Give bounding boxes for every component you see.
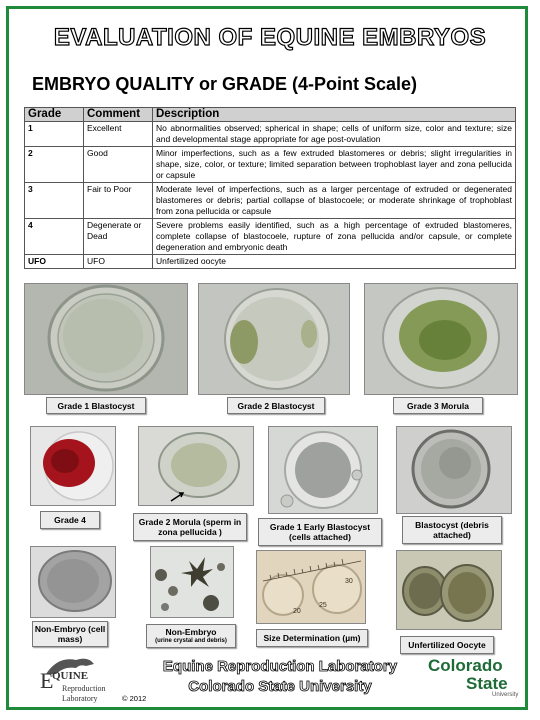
- description-cell: No abnormalities observed; spherical in shape; cells of uniform size, color and texture; size and developmental stage appropriate for age post-ovulation: [153, 122, 516, 147]
- grade-cell: UFO: [25, 255, 84, 269]
- comment-cell: Fair to Poor: [84, 183, 153, 219]
- table-header-row: [25, 108, 516, 122]
- equine-logo: [38, 654, 118, 704]
- csu-logo: [424, 656, 524, 700]
- ruler-label: 25: [319, 602, 327, 609]
- photo-grade1-blastocyst: [24, 283, 188, 395]
- embryo-image: [25, 284, 187, 394]
- embryo-image: [199, 284, 349, 394]
- caption-size-determination: Size Determination (µm): [256, 629, 368, 647]
- comment-cell: Good: [84, 147, 153, 183]
- caption-non-embryo-cell-mass: Non-Embryo (cell mass): [32, 621, 108, 647]
- caption-grade4: Grade 4: [40, 511, 100, 529]
- csu-logo-line3: University: [492, 692, 519, 698]
- equine-logo-sub1: Reproduction: [62, 684, 106, 693]
- photo-size-determination: [256, 550, 366, 624]
- caption-grade1-blastocyst: Grade 1 Blastocyst: [46, 397, 146, 414]
- photo-grade3-morula: [364, 283, 518, 395]
- caption-grade3-morula: Grade 3 Morula: [393, 397, 483, 414]
- page-title: EVALUATION OF EQUINE EMBRYOS: [53, 24, 487, 51]
- grade-cell: 4: [25, 219, 84, 255]
- caption-grade2-blastocyst: Grade 2 Blastocyst: [227, 397, 325, 414]
- photo-grade1-early-blastocyst: [268, 426, 378, 514]
- description-cell: Moderate level of imperfections, such as a larger percentage of extruded or degenerated blastomeres or debris; partial collapse of blastocoele; or moderate shrinkage of trophoblast from zona pellucida or capsule: [153, 183, 516, 219]
- equine-logo-letter: E: [40, 668, 54, 693]
- caption-unfertilized-oocyte: Unfertilized Oocyte: [400, 636, 494, 654]
- photo-blastocyst-debris: [396, 426, 512, 514]
- column-header-grade: Grade: [25, 108, 84, 122]
- caption-non-embryo-crystal: [146, 624, 236, 648]
- embryo-image: [31, 427, 115, 505]
- embryo-image: [151, 547, 233, 617]
- photo-unfertilized-oocyte: [396, 550, 502, 630]
- caption-blastocyst-debris: Blastocyst (debris attached): [402, 516, 502, 544]
- grade-cell: 1: [25, 122, 84, 147]
- ruler-label: 20: [293, 608, 301, 615]
- embryo-image: [257, 551, 365, 623]
- photo-grade4: [30, 426, 116, 506]
- table-row: [25, 147, 516, 183]
- comment-cell: UFO: [84, 255, 153, 269]
- embryo-image: [397, 427, 511, 513]
- photo-non-embryo-cell-mass: [30, 546, 116, 618]
- footer-lab-name: Equine Reproduction Laboratory: [162, 658, 398, 675]
- grade-table: [24, 107, 516, 269]
- description-cell: Severe problems easily identified, such as a high percentage of extruded blastomeres, complete collapse of blastocoele, rupture of zona pellucida and/or capsule, or complete degeneration and embryonic death: [153, 219, 516, 255]
- arrow-icon: [171, 493, 183, 501]
- embryo-image: [269, 427, 377, 513]
- csu-logo-line2: State: [466, 674, 508, 693]
- embryo-image: [365, 284, 517, 394]
- embryo-image: [31, 547, 115, 617]
- comment-cell: Excellent: [84, 122, 153, 147]
- section-subtitle: EMBRYO QUALITY or GRADE (4-Point Scale): [32, 74, 418, 94]
- embryo-image: [397, 551, 501, 629]
- column-header-comment: Comment: [84, 108, 153, 122]
- table-row: [25, 219, 516, 255]
- description-cell: Unfertilized oocyte: [153, 255, 516, 269]
- caption-grade1-early-blastocyst: Grade 1 Early Blastocyst (cells attached): [258, 518, 382, 546]
- equine-logo-sub2: Laboratory: [62, 694, 98, 703]
- description-cell: Minor imperfections, such as a few extruded blastomeres or debris; slight irregularities in shape, size, color, or texture; limited separation between trophoblast layer and zona pellucida or capsule: [153, 147, 516, 183]
- csu-logo-line1: Colorado: [428, 656, 503, 675]
- table-row: [25, 255, 516, 269]
- caption-grade2-morula-sperm: Grade 2 Morula (sperm in zona pellucida ): [133, 513, 247, 541]
- ruler-label: 30: [345, 578, 353, 585]
- caption-non-embryo-sub: (urine crystal and debris): [155, 638, 227, 644]
- photo-non-embryo-crystal: [150, 546, 234, 618]
- comment-cell: Degenerate or Dead: [84, 219, 153, 255]
- grade-cell: 2: [25, 147, 84, 183]
- copyright: © 2012: [122, 694, 147, 703]
- table-row: [25, 122, 516, 147]
- photo-grade2-morula-sperm: [138, 426, 254, 506]
- table-row: [25, 183, 516, 219]
- photo-grade2-blastocyst: [198, 283, 350, 395]
- column-header-description: Description: [153, 108, 516, 122]
- footer-university-name: Colorado State University: [188, 678, 372, 695]
- equine-logo-text: QUINE: [52, 670, 89, 682]
- embryo-image: [139, 427, 253, 505]
- grade-cell: 3: [25, 183, 84, 219]
- caption-non-embryo-label: Non-Embryo: [165, 627, 217, 637]
